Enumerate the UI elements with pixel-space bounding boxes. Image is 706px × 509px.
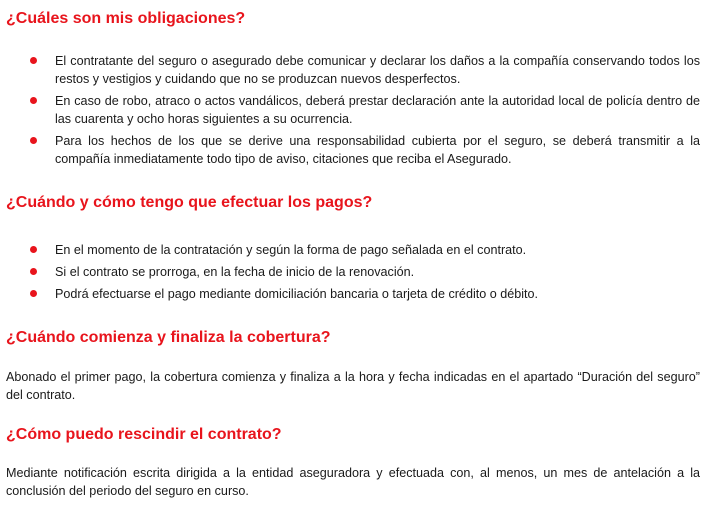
bullet-icon bbox=[30, 137, 37, 144]
cobertura-text: Abonado el primer pago, la cobertura comienza y finaliza a la hora y fecha indicadas en el apartado “Duración del seguro” del contrato. bbox=[6, 370, 700, 402]
bullet-icon bbox=[30, 246, 37, 253]
list-item: Podrá efectuarse el pago mediante domiciliación bancaria o tarjeta de crédito o débito. bbox=[0, 285, 706, 303]
heading-obligaciones: ¿Cuáles son mis obligaciones? bbox=[6, 10, 246, 27]
heading-cobertura: ¿Cuándo comienza y finaliza la cobertura? bbox=[6, 329, 331, 346]
heading-pagos: ¿Cuándo y cómo tengo que efectuar los pagos? bbox=[6, 194, 373, 211]
bullet-icon bbox=[30, 57, 37, 64]
list-item: Para los hechos de los que se derive una responsabilidad cubierta por el seguro, se deberá transmitir a la compañía inmediatamente todo tipo de aviso, citaciones que reciba el Asegurado. bbox=[0, 132, 706, 168]
list-item: En el momento de la contratación y según la forma de pago señalada en el contrato. bbox=[0, 241, 706, 259]
list-item: El contratante del seguro o asegurado debe comunicar y declarar los daños a la compañía conservando todos los restos y vestigios y cuidando que no se produzcan nuevos desperfectos. bbox=[0, 52, 706, 88]
bullet-icon bbox=[30, 97, 37, 104]
pagos-list bbox=[0, 241, 706, 307]
bullet-icon bbox=[30, 268, 37, 275]
list-item: En caso de robo, atraco o actos vandálicos, deberá prestar declaración ante la autoridad local de policía dentro de las cuarenta y ocho horas siguientes a su ocurrencia. bbox=[0, 92, 706, 128]
rescindir-text: Mediante notificación escrita dirigida a la entidad aseguradora y efectuada con, al menos, un mes de antelación a la conclusión del periodo del seguro en curso. bbox=[6, 466, 700, 498]
heading-rescindir: ¿Cómo puedo rescindir el contrato? bbox=[6, 426, 282, 443]
bullet-icon bbox=[30, 290, 37, 297]
obligaciones-list bbox=[0, 52, 706, 172]
list-item: Si el contrato se prorroga, en la fecha de inicio de la renovación. bbox=[0, 263, 706, 281]
